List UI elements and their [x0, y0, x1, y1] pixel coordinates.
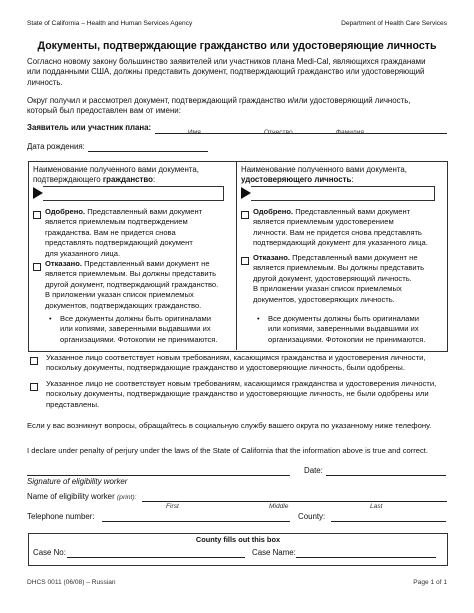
agency-name: State of California – Health and Human Services Agency [27, 20, 193, 27]
first-name-caption: Имя [188, 129, 201, 136]
form-id: DHCS 0011 (06/08) – Russian [27, 579, 116, 586]
worker-middle-caption: Middle [269, 503, 289, 510]
case-no-label: Case No: [33, 548, 66, 557]
questions-text: Если у вас возникнут вопросы, обращайтесь в социальную службу вашего округа по указанному ниже телефону. [27, 421, 432, 430]
meets-requirements-text: Указанное лицо соответствует новым требованиям, касающимся гражданства и удостоверения личности, поскольку документы, подтверждающие гражданство и удостоверяющие личность, были одобрены. [46, 353, 426, 373]
worker-name-line[interactable] [142, 501, 447, 502]
applicant-label: Заявитель или участник плана: [27, 123, 152, 132]
county-box-title: County fills out this box [195, 535, 281, 544]
identity-doc-name-field[interactable] [251, 186, 435, 201]
page-number: Page 1 of 1 [413, 579, 447, 586]
last-name-caption: Фамилия [336, 129, 364, 136]
arrow-icon [33, 187, 43, 199]
bullet-icon: • [49, 314, 52, 323]
county-received-paragraph: Округ получил и рассмотрел документ, подтверждающий гражданство и/или удостоверяющий личность, который был предоставлен вам от имени: [27, 96, 411, 116]
page-title: Документы, подтверждающие гражданство или удостоверяющие личность [37, 40, 437, 52]
case-name-line[interactable] [296, 557, 436, 558]
identity-approved-text: Одобрено. Представленный вами документ является приемлемым удостоверением личности. Вам не придется снова представлять подтверждающий документ для указанного лица. [253, 207, 428, 248]
dob-label: Дата рождения: [27, 142, 85, 151]
case-no-line[interactable] [67, 557, 245, 558]
intro-paragraph: Согласно новому закону большинство заявителей или участников плана Medi-Cal, являющихся гражданами или подданными США, должны представить документ, подтверждающий гражданство или удостоверяющий личность. [27, 57, 426, 87]
worker-last-caption: Last [370, 503, 383, 510]
citizenship-note: Все документы должны быть оригиналами или копиями, заверенными выдавшими их организациями. Фотокопии не принимаются. [60, 314, 218, 344]
county-label: County: [298, 512, 326, 521]
case-name-label: Case Name: [252, 548, 296, 557]
middle-name-caption: Отчество [264, 129, 293, 136]
citizenship-rejected-checkbox[interactable] [33, 263, 41, 271]
identity-note: Все документы должны быть оригиналами или копиями, заверенными выдавшими их организациями. Фотокопии не принимаются. [268, 314, 426, 344]
citizenship-approved-checkbox[interactable] [33, 211, 41, 219]
declaration-text: I declare under penalty of perjury under the laws of the State of California that the information above is true and correct. [27, 446, 429, 455]
date-line[interactable] [326, 475, 446, 476]
worker-first-caption: First [166, 503, 179, 510]
identity-doc-heading: Наименование полученного вами документа, удостоверяющего личность: [241, 165, 407, 185]
worker-name-label: Name of eligibility worker (print): [27, 492, 137, 501]
identity-rejected-text: Отказано. Представленный вами документ не является приемлемым. Вы должны представить другой документ, удостоверяющий личность. В приложении указан список приемлемых документов, удостоверяющих личность. [253, 253, 425, 304]
column-divider [236, 162, 237, 350]
not-meets-requirements-checkbox[interactable] [30, 383, 38, 391]
identity-approved-checkbox[interactable] [241, 211, 249, 219]
citizenship-doc-name-field[interactable] [43, 186, 224, 201]
signature-caption: Signature of eligibility worker [27, 477, 128, 486]
dob-line[interactable] [88, 151, 208, 152]
citizenship-doc-heading: Наименование полученного вами документа, подтверждающего гражданство: [33, 165, 199, 185]
citizenship-rejected-text: Отказано. Представленный вами документ не является приемлемым. Вы должны представить другой документ, подтверждающий гражданство. В приложении указан список приемлемых документов, подтверждающих гражданство. [45, 259, 219, 310]
arrow-icon [241, 187, 251, 199]
bullet-icon: • [257, 314, 260, 323]
date-label: Date: [304, 466, 323, 475]
not-meets-requirements-text: Указанное лицо не соответствует новым требованиям, касающимся гражданства и удостоверения личности, поскольку документы, подтверждающие гражданство и удостоверяющие личность, не были одобрены или представлены. [46, 379, 437, 409]
meets-requirements-checkbox[interactable] [30, 357, 38, 365]
signature-line[interactable] [27, 475, 290, 476]
telephone-line[interactable] [102, 521, 290, 522]
county-line[interactable] [331, 521, 446, 522]
identity-rejected-checkbox[interactable] [241, 257, 249, 265]
citizenship-approved-text: Одобрено. Представленный вами документ является приемлемым подтверждением гражданства. Вам не придется снова представлять подтверждающий документ для указанного лица. [45, 207, 203, 258]
department-name: Department of Health Care Services [341, 20, 447, 27]
telephone-label: Telephone number: [27, 512, 95, 521]
